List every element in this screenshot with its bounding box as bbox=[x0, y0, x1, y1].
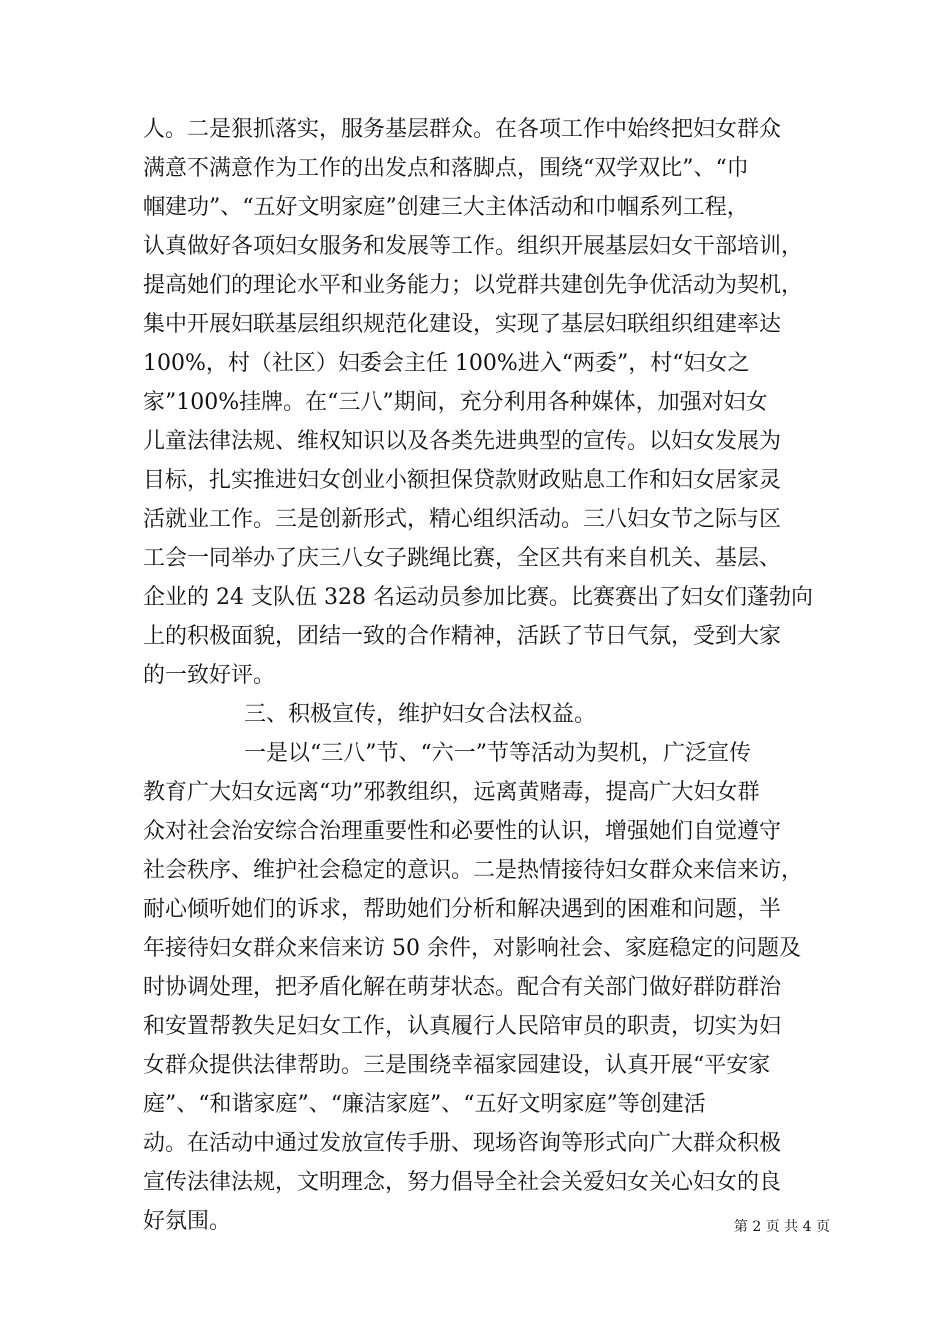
text-line: 人。二是狠抓落实，服务基层群众。在各项工作中始终把妇女群众 bbox=[143, 117, 782, 142]
text-line: 时协调处理，把矛盾化解在萌芽状态。配合有关部门做好群防群治 bbox=[143, 975, 782, 1000]
section-first-line: 一是以“三八”节、“六一”节等活动为契机，广泛宣传 bbox=[244, 741, 751, 766]
text-line: 社会秩序、维护社会稳定的意识。二是热情接待妇女群众来信来访， bbox=[143, 858, 804, 883]
text-line: 和安置帮教失足妇女工作，认真履行人民陪审员的职责，切实为妇 bbox=[143, 1014, 782, 1039]
text-line: 目标，扎实推进妇女创业小额担保贷款财政贴息工作和妇女居家灵 bbox=[143, 468, 782, 493]
text-line: 活就业工作。三是创新形式，精心组织活动。三八妇女节之际与区 bbox=[143, 507, 782, 532]
text-line: 年接待妇女群众来信来访 50 余件，对影响社会、家庭稳定的问题及 bbox=[143, 936, 801, 961]
text-line: 动。在活动中通过发放宣传手册、现场咨询等形式向广大群众积极 bbox=[143, 1131, 782, 1156]
text-line: 家”100%挂牌。在“三八”期间，充分利用各种媒体，加强对妇女 bbox=[143, 390, 768, 415]
text-line: 提高她们的理论水平和业务能力；以党群共建创先争优活动为契机， bbox=[143, 273, 804, 298]
text-line: 庭”、“和谐家庭”、“廉洁家庭”、“五好文明家庭”等创建活 bbox=[143, 1092, 706, 1117]
text-line: 帼建功”、“五好文明家庭”创建三大主体活动和巾帼系列工程， bbox=[143, 195, 749, 220]
text-line: 满意不满意作为工作的出发点和落脚点，围绕“双学双比”、“巾 bbox=[143, 156, 749, 181]
text-line: 上的积极面貌，团结一致的合作精神，活跃了节日气氛，受到大家 bbox=[143, 624, 782, 649]
text-line: 100%，村（社区）妇委会主任 100%进入“两委”，村“妇女之 bbox=[143, 351, 750, 376]
text-line: 企业的 24 支队伍 328 名运动员参加比赛。比赛赛出了妇女们蓬勃向 bbox=[143, 585, 813, 610]
text-line: 集中开展妇联基层组织规范化建设，实现了基层妇联组织组建率达 bbox=[143, 312, 782, 337]
text-line: 教育广大妇女远离“功”邪教组织，远离黄赌毒，提高广大妇女群 bbox=[143, 780, 760, 805]
text-line: 工会一同举办了庆三八女子跳绳比赛，全区共有来自机关、基层、 bbox=[143, 546, 782, 571]
text-line: 耐心倾听她们的诉求，帮助她们分析和解决遇到的困难和问题，半 bbox=[143, 897, 782, 922]
page-number: 第 2 页 共 4 页 bbox=[733, 1219, 830, 1235]
text-line: 众对社会治安综合治理重要性和必要性的认识，增强她们自觉遵守 bbox=[143, 819, 782, 844]
text-line: 宣传法律法规，文明理念，努力倡导全社会关爱妇女关心妇女的良 bbox=[143, 1170, 782, 1195]
section-heading: 三、积极宣传，维护妇女合法权益。 bbox=[244, 702, 597, 727]
text-line: 好氛围。 bbox=[143, 1209, 232, 1234]
text-line: 的一致好评。 bbox=[143, 663, 276, 688]
text-line: 认真做好各项妇女服务和发展等工作。组织开展基层妇女干部培训， bbox=[143, 234, 804, 259]
text-line: 儿童法律法规、维权知识以及各类先进典型的宣传。以妇女发展为 bbox=[143, 429, 782, 454]
text-line: 女群众提供法律帮助。三是围绕幸福家园建设，认真开展“平安家 bbox=[143, 1053, 771, 1078]
